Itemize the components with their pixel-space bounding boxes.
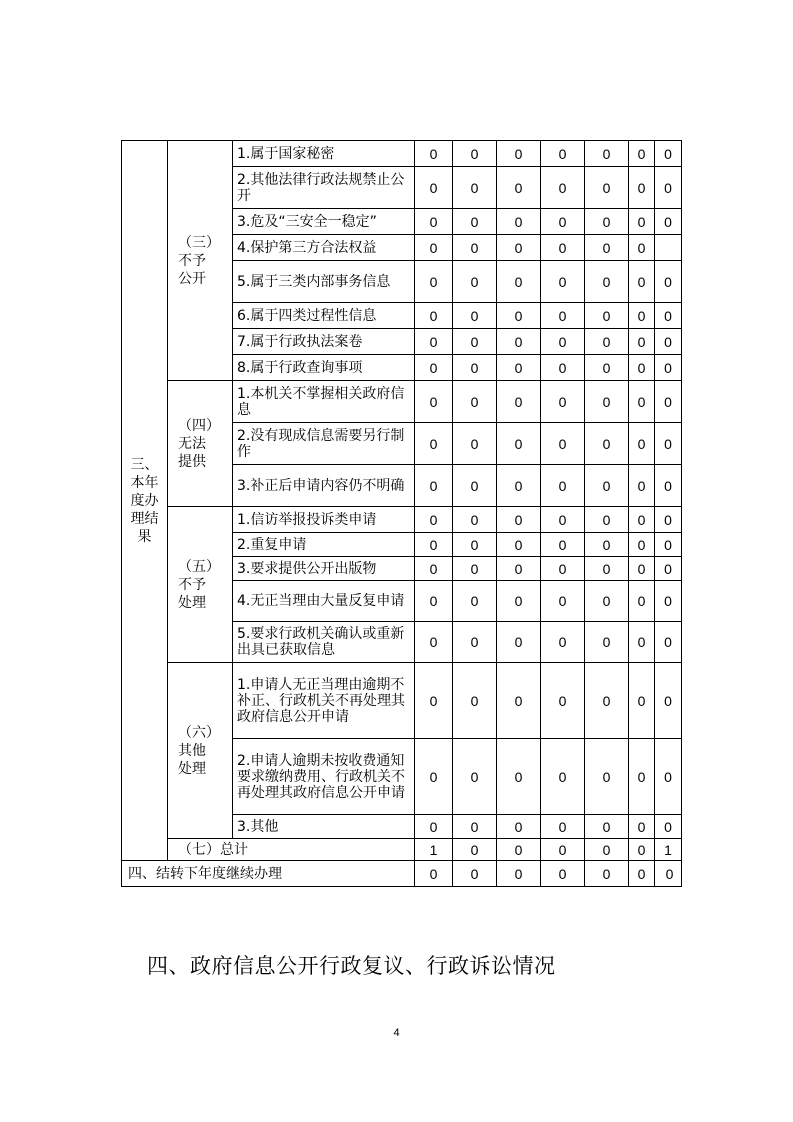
value-cell: 0: [541, 533, 585, 557]
value-cell: 0: [629, 861, 655, 887]
value-cell: 0: [497, 141, 541, 167]
value-cell: 0: [629, 739, 655, 815]
value-cell: 0: [415, 815, 453, 839]
value-cell: 0: [655, 381, 682, 423]
value-cell: 0: [497, 235, 541, 261]
value-cell: 0: [585, 622, 629, 663]
value-cell: 0: [585, 663, 629, 739]
value-cell: 0: [415, 381, 453, 423]
item-label: 5.属于三类内部事务信息: [233, 261, 415, 303]
table-row: [122, 663, 682, 739]
value-cell: 0: [629, 381, 655, 423]
value-cell: 0: [629, 622, 655, 663]
value-cell: 0: [497, 533, 541, 557]
table-row: [122, 381, 682, 423]
group-label: [168, 141, 233, 381]
value-cell: 0: [497, 507, 541, 533]
value-cell: 0: [497, 465, 541, 507]
value-cell: 0: [415, 533, 453, 557]
value-cell: 0: [629, 303, 655, 329]
value-cell: 0: [655, 355, 682, 381]
value-cell: 0: [585, 381, 629, 423]
value-cell: 0: [585, 815, 629, 839]
value-cell: 0: [497, 663, 541, 739]
value-cell: 0: [541, 209, 585, 235]
value-cell: 0: [415, 663, 453, 739]
value-cell: 0: [497, 167, 541, 209]
item-label: 1.属于国家秘密: [233, 141, 415, 167]
value-cell: 0: [655, 581, 682, 622]
value-cell: 0: [497, 739, 541, 815]
value-cell: [655, 235, 682, 261]
value-cell: 0: [415, 507, 453, 533]
value-cell: 0: [541, 839, 585, 861]
value-cell: 0: [453, 815, 497, 839]
value-cell: 0: [415, 423, 453, 465]
value-cell: 0: [453, 303, 497, 329]
item-label: 1.信访举报投诉类申请: [233, 507, 415, 533]
value-cell: 1: [415, 839, 453, 861]
value-cell: 0: [453, 557, 497, 581]
section3-label-text: 三、本年度办理结果: [130, 456, 159, 545]
value-cell: 0: [585, 355, 629, 381]
value-cell: 0: [453, 381, 497, 423]
item-label: 4.无正当理由大量反复申请: [233, 581, 415, 622]
value-cell: 0: [655, 209, 682, 235]
item-label: 2.没有现成信息需要另行制作: [233, 423, 415, 465]
value-cell: 0: [541, 581, 585, 622]
page-number: 4: [393, 1027, 400, 1039]
value-cell: 0: [655, 861, 682, 887]
value-cell: 0: [585, 739, 629, 815]
value-cell: 0: [541, 423, 585, 465]
value-cell: 0: [453, 167, 497, 209]
carryover-label: 四、结转下年度继续办理: [122, 861, 415, 887]
value-cell: 0: [541, 355, 585, 381]
value-cell: 0: [415, 465, 453, 507]
section3-label: [122, 141, 168, 861]
table-row: [122, 507, 682, 533]
value-cell: 0: [655, 329, 682, 355]
value-cell: 0: [629, 663, 655, 739]
item-label: 3.要求提供公开出版物: [233, 557, 415, 581]
value-cell: 1: [655, 839, 682, 861]
value-cell: 0: [497, 355, 541, 381]
value-cell: 0: [585, 839, 629, 861]
value-cell: 0: [585, 303, 629, 329]
value-cell: 0: [453, 235, 497, 261]
value-cell: 0: [629, 423, 655, 465]
value-cell: 0: [541, 381, 585, 423]
value-cell: 0: [497, 381, 541, 423]
value-cell: 0: [655, 303, 682, 329]
value-cell: 0: [415, 739, 453, 815]
value-cell: 0: [585, 329, 629, 355]
value-cell: 0: [655, 465, 682, 507]
value-cell: 0: [541, 507, 585, 533]
item-label: 7.属于行政执法案卷: [233, 329, 415, 355]
value-cell: 0: [497, 261, 541, 303]
item-label: 3.其他: [233, 815, 415, 839]
value-cell: 0: [415, 303, 453, 329]
value-cell: 0: [453, 355, 497, 381]
item-label: 2.重复申请: [233, 533, 415, 557]
value-cell: 0: [497, 815, 541, 839]
value-cell: 0: [415, 355, 453, 381]
value-cell: 0: [541, 303, 585, 329]
item-label: 5.要求行政机关确认或重新出具已获取信息: [233, 622, 415, 663]
value-cell: 0: [453, 209, 497, 235]
value-cell: 0: [541, 739, 585, 815]
value-cell: 0: [585, 581, 629, 622]
value-cell: 0: [453, 533, 497, 557]
value-cell: 0: [453, 739, 497, 815]
value-cell: 0: [415, 235, 453, 261]
value-cell: 0: [497, 423, 541, 465]
group-label: [168, 381, 233, 507]
value-cell: 0: [655, 815, 682, 839]
value-cell: 0: [585, 235, 629, 261]
value-cell: 0: [655, 261, 682, 303]
value-cell: 0: [655, 167, 682, 209]
value-cell: 0: [453, 839, 497, 861]
value-cell: 0: [629, 465, 655, 507]
value-cell: 0: [655, 141, 682, 167]
value-cell: 0: [585, 141, 629, 167]
value-cell: 0: [629, 581, 655, 622]
value-cell: 0: [453, 141, 497, 167]
value-cell: 0: [585, 167, 629, 209]
value-cell: 0: [415, 581, 453, 622]
value-cell: 0: [415, 209, 453, 235]
carryover-row: [122, 861, 682, 887]
item-label: 2.申请人逾期未按收费通知要求缴纳费用、行政机关不再处理其政府信息公开申请: [233, 739, 415, 815]
value-cell: 0: [629, 167, 655, 209]
value-cell: 0: [541, 261, 585, 303]
item-label: 6.属于四类过程性信息: [233, 303, 415, 329]
value-cell: 0: [585, 861, 629, 887]
value-cell: 0: [415, 261, 453, 303]
total-row: [122, 839, 682, 861]
value-cell: 0: [453, 261, 497, 303]
value-cell: 0: [585, 533, 629, 557]
value-cell: 0: [453, 423, 497, 465]
value-cell: 0: [541, 235, 585, 261]
value-cell: 0: [629, 235, 655, 261]
value-cell: 0: [415, 557, 453, 581]
value-cell: 0: [415, 861, 453, 887]
value-cell: 0: [453, 622, 497, 663]
value-cell: 0: [541, 557, 585, 581]
statistics-table: [121, 140, 682, 887]
value-cell: 0: [629, 507, 655, 533]
section-heading: 四、政府信息公开行政复议、行政诉讼情况: [147, 954, 556, 978]
value-cell: 0: [585, 261, 629, 303]
value-cell: 0: [629, 815, 655, 839]
value-cell: 0: [497, 329, 541, 355]
item-label: 3.危及“三安全一稳定”: [233, 209, 415, 235]
value-cell: 0: [541, 815, 585, 839]
table-row: [122, 141, 682, 167]
value-cell: 0: [415, 622, 453, 663]
value-cell: 0: [541, 167, 585, 209]
item-label: 3.补正后申请内容仍不明确: [233, 465, 415, 507]
value-cell: 0: [655, 507, 682, 533]
value-cell: 0: [415, 167, 453, 209]
value-cell: 0: [541, 663, 585, 739]
group-label-text: （四）无法提供: [178, 417, 213, 470]
total-label: （七）总计: [168, 839, 415, 861]
value-cell: 0: [585, 465, 629, 507]
group-label: [168, 663, 233, 839]
value-cell: 0: [629, 209, 655, 235]
value-cell: 0: [497, 622, 541, 663]
value-cell: 0: [655, 423, 682, 465]
value-cell: 0: [629, 329, 655, 355]
value-cell: 0: [629, 839, 655, 861]
value-cell: 0: [453, 861, 497, 887]
value-cell: 0: [629, 141, 655, 167]
value-cell: 0: [585, 507, 629, 533]
value-cell: 0: [655, 557, 682, 581]
value-cell: 0: [497, 581, 541, 622]
item-label: 2.其他法律行政法规禁止公开: [233, 167, 415, 209]
value-cell: 0: [655, 739, 682, 815]
value-cell: 0: [541, 861, 585, 887]
value-cell: 0: [655, 622, 682, 663]
value-cell: 0: [453, 507, 497, 533]
value-cell: 0: [655, 533, 682, 557]
value-cell: 0: [497, 209, 541, 235]
value-cell: 0: [415, 329, 453, 355]
value-cell: 0: [415, 141, 453, 167]
value-cell: 0: [629, 557, 655, 581]
value-cell: 0: [629, 261, 655, 303]
value-cell: 0: [497, 861, 541, 887]
value-cell: 0: [629, 355, 655, 381]
item-label: 8.属于行政查询事项: [233, 355, 415, 381]
value-cell: 0: [541, 141, 585, 167]
value-cell: 0: [655, 663, 682, 739]
item-label: 4.保护第三方合法权益: [233, 235, 415, 261]
value-cell: 0: [541, 465, 585, 507]
value-cell: 0: [497, 303, 541, 329]
value-cell: 0: [541, 622, 585, 663]
value-cell: 0: [453, 329, 497, 355]
value-cell: 0: [497, 839, 541, 861]
value-cell: 0: [541, 329, 585, 355]
item-label: 1.申请人无正当理由逾期不补正、行政机关不再处理其政府信息公开申请: [233, 663, 415, 739]
value-cell: 0: [453, 465, 497, 507]
value-cell: 0: [453, 663, 497, 739]
value-cell: 0: [629, 533, 655, 557]
value-cell: 0: [497, 557, 541, 581]
group-label-text: （三）不予公开: [178, 234, 213, 287]
group-label-text: （五）不予处理: [178, 558, 213, 611]
value-cell: 0: [585, 557, 629, 581]
group-label: [168, 507, 233, 663]
value-cell: 0: [585, 423, 629, 465]
value-cell: 0: [453, 581, 497, 622]
group-label-text: （六）其他处理: [178, 724, 213, 777]
item-label: 1.本机关不掌握相关政府信息: [233, 381, 415, 423]
value-cell: 0: [585, 209, 629, 235]
